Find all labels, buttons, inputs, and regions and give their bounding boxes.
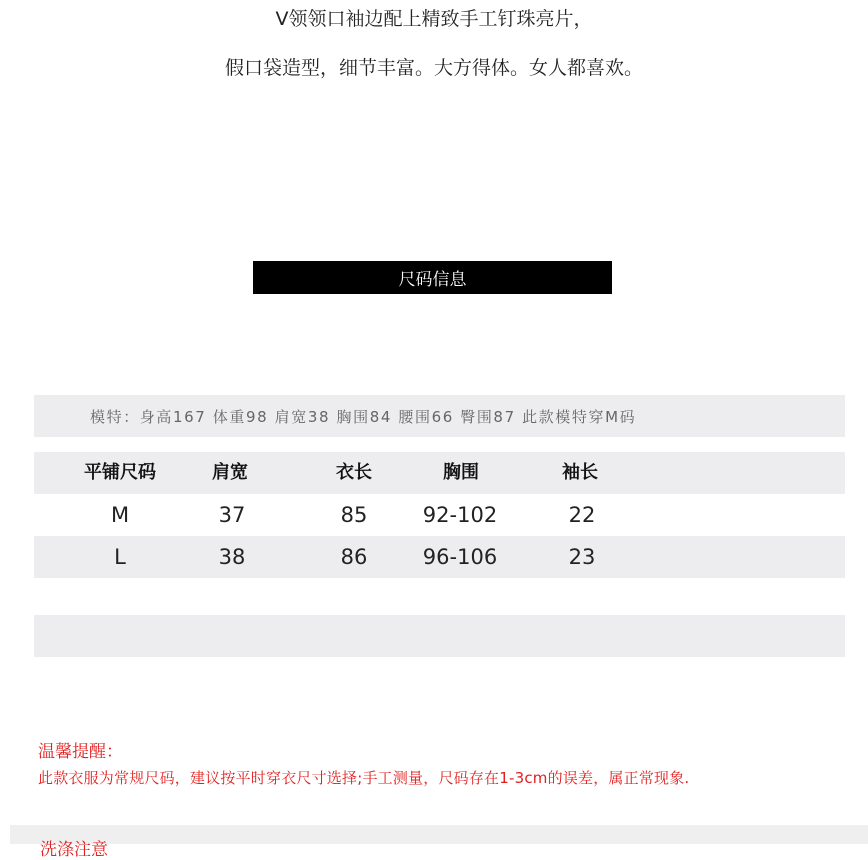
table-row-empty: [34, 578, 845, 620]
model-info-bar: 模特：身高167 体重98 肩宽38 胸围84 腰围66 臀围87 此款模特穿M码: [34, 395, 845, 437]
table-row: [34, 494, 845, 536]
cell-size: M: [110, 503, 130, 527]
header-chest: 胸围: [443, 462, 479, 483]
table-row-empty: [34, 615, 845, 657]
size-info-title: 尺码信息: [253, 261, 612, 294]
tips-title: 温馨提醒：: [38, 742, 123, 762]
header-size: 平铺尺码: [84, 462, 156, 483]
size-table-header: [34, 452, 845, 494]
header-shoulder: 肩宽: [212, 462, 248, 483]
description-line-1: V领领口袖边配上精致手工钉珠亮片，: [275, 8, 593, 30]
cell-size: L: [114, 545, 126, 569]
next-section-band: [10, 825, 868, 860]
next-section-title: 洗涤注意: [40, 840, 108, 860]
tips-text: 此款衣服为常规尺码，建议按平时穿衣尺寸选择;手工测量，尺码存在1-3cm的误差，属正常现象.: [38, 769, 690, 787]
cell-sleeve: 22: [568, 503, 596, 527]
table-row: [34, 536, 845, 578]
cell-shoulder: 38: [218, 545, 246, 569]
header-sleeve: 袖长: [562, 462, 598, 483]
cell-chest: 92-102: [422, 503, 498, 527]
cell-length: 85: [340, 503, 368, 527]
cell-chest: 96-106: [422, 545, 498, 569]
cell-length: 86: [340, 545, 368, 569]
header-length: 衣长: [336, 462, 372, 483]
cell-sleeve: 23: [568, 545, 596, 569]
cell-shoulder: 37: [218, 503, 246, 527]
description-line-2: 假口袋造型，细节丰富。大方得体。女人都喜欢。: [224, 57, 643, 79]
